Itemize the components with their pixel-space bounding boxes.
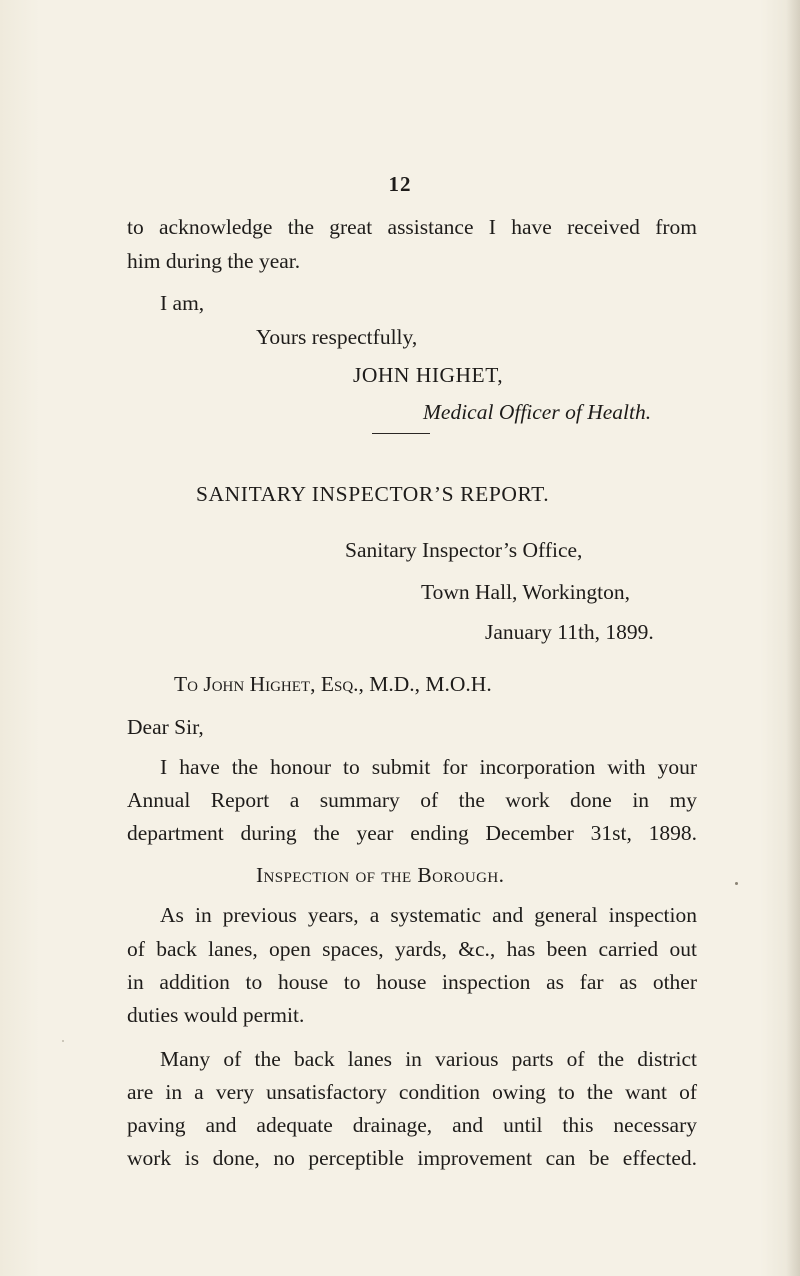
para1-line-4: duties would permit. xyxy=(127,1003,305,1027)
letter-close-line-1: to acknowledge the great assistance I have received from xyxy=(127,215,697,239)
page-number: 12 xyxy=(388,172,412,196)
valediction: Yours respectfully, xyxy=(256,325,418,349)
closing-i-am: I am, xyxy=(160,291,205,315)
section-heading: Inspection of the Borough. xyxy=(256,863,505,887)
para1-line-3: in addition to house to house inspection as far as other xyxy=(127,970,697,994)
para1-line-1: As in previous years, a systematic and general inspection xyxy=(160,903,697,927)
page-edge-shadow xyxy=(786,0,800,1276)
address-date: January 11th, 1899. xyxy=(485,620,654,644)
para2-line-4: work is done, no perceptible improvement can be effected. xyxy=(127,1146,697,1170)
address-office: Sanitary Inspector’s Office, xyxy=(345,538,583,562)
paper-speck xyxy=(735,882,738,885)
signatory-title: Medical Officer of Health. xyxy=(423,400,652,424)
para1-line-2: of back lanes, open spaces, yards, &c., has been carried out xyxy=(127,937,697,961)
paper-speck xyxy=(62,1040,64,1042)
greeting: Dear Sir, xyxy=(127,715,204,739)
section-divider-rule xyxy=(372,433,430,434)
para2-line-1: Many of the back lanes in various parts of the district xyxy=(160,1047,697,1071)
recipient-line: To John Highet, Esq., M.D., M.O.H. xyxy=(174,672,492,696)
intro-line-3: department during the year ending December 31st, 1898. xyxy=(127,821,697,845)
address-place: Town Hall, Workington, xyxy=(421,580,630,604)
para2-line-3: paving and adequate drainage, and until this necessary xyxy=(127,1113,697,1137)
report-heading: SANITARY INSPECTOR’S REPORT. xyxy=(196,482,550,506)
para2-line-2: are in a very unsatisfactory condition owing to the want of xyxy=(127,1080,697,1104)
intro-line-2: Annual Report a summary of the work done in my xyxy=(127,788,697,812)
letter-close-line-2: him during the year. xyxy=(127,249,301,273)
signatory-name: JOHN HIGHET, xyxy=(353,363,504,387)
intro-line-1: I have the honour to submit for incorporation with your xyxy=(160,755,697,779)
